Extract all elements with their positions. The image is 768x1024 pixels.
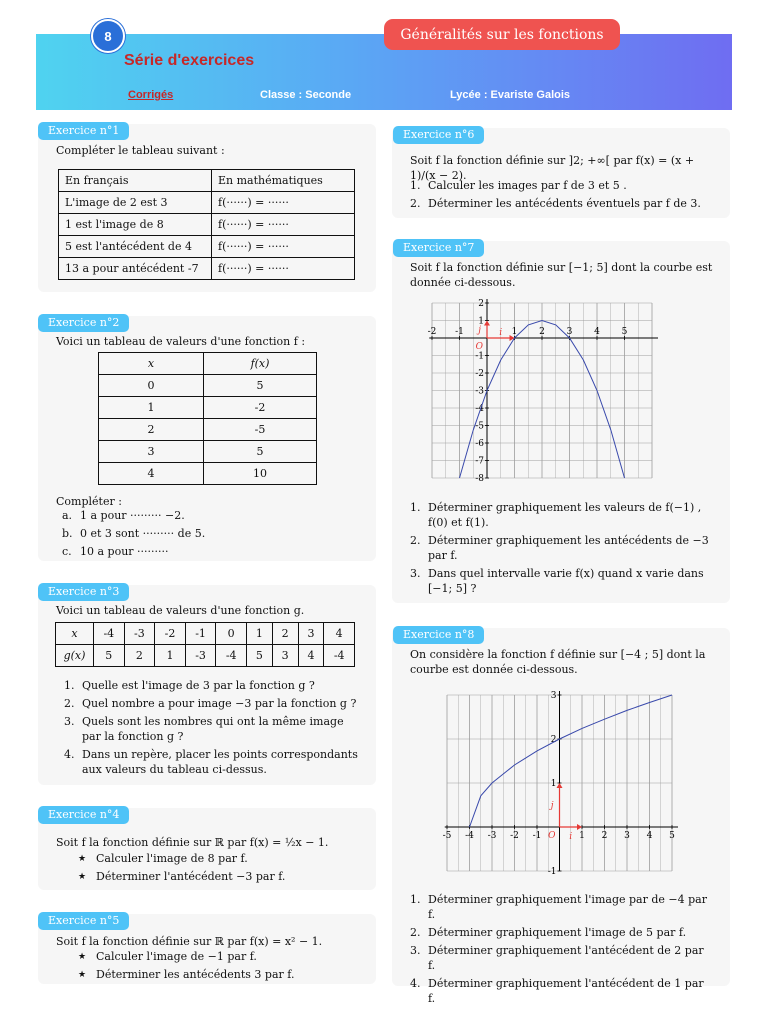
table-cell: 5 (204, 441, 317, 463)
table-cell: 13 a pour antécédent -7 (59, 258, 212, 280)
table-cell: 5 est l'antécédent de 4 (59, 236, 212, 258)
table-header: g(x) (56, 645, 94, 667)
star-icon: ★ (78, 854, 87, 864)
y-tick-label: 1 (550, 779, 557, 789)
list-item (62, 526, 205, 541)
item-marker: 1. (64, 679, 75, 692)
item-marker: 2. (410, 197, 421, 210)
item-marker: 3. (410, 567, 421, 580)
i-vector-label: i (499, 328, 503, 338)
exercise-4-badge: Exercice n°4 (38, 806, 129, 824)
x-tick-label: -1 (532, 831, 542, 841)
table-cell: -2 (204, 397, 317, 419)
table-cell: 1 (246, 623, 272, 645)
y-tick-label: -5 (475, 421, 484, 432)
x-tick-label: 3 (624, 831, 630, 841)
table-header: En mathématiques (212, 170, 355, 192)
item-text: Déterminer les antécédents 3 par f. (96, 968, 295, 981)
table-cell: L'image de 2 est 3 (59, 192, 212, 214)
exercise-7-questions (410, 500, 714, 599)
exercise-8-questions (410, 892, 714, 1009)
table-header: f(x) (204, 353, 317, 375)
table-cell: f(······) = ······ (212, 192, 355, 214)
exercise-6-items (410, 178, 701, 214)
item-text: Quels sont les nombres qui ont la même image par la fonction g ? (82, 715, 344, 743)
list-item (410, 533, 714, 563)
table-cell: 3 (272, 645, 298, 667)
table-cell: 2 (99, 419, 204, 441)
table-cell: -4 (216, 645, 247, 667)
table-cell: f(······) = ······ (212, 258, 355, 280)
x-tick-label: -2 (427, 327, 437, 337)
item-text: Quel nombre a pour image −3 par la fonction g ? (82, 697, 357, 710)
table-header: x (56, 623, 94, 645)
item-marker: 2. (410, 534, 421, 547)
item-text: Déterminer l'antécédent −3 par f. (96, 870, 286, 883)
list-item (410, 178, 701, 193)
lycee-label: Lycée : Evariste Galois (450, 89, 571, 101)
item-marker: 2. (64, 697, 75, 710)
item-marker: 3. (410, 944, 421, 957)
y-tick-label: -6 (475, 439, 484, 449)
table-cell: -5 (204, 419, 317, 441)
chapter-number-badge: 8 (91, 19, 125, 53)
exercise-3-table (55, 622, 355, 667)
exercise-5-badge: Exercice n°5 (38, 912, 129, 930)
item-text: Calculer l'image de 8 par f. (96, 852, 248, 865)
x-tick-label: 2 (601, 831, 608, 841)
item-marker: 2. (410, 926, 421, 939)
list-item (62, 544, 205, 559)
table-cell: f(······) = ······ (212, 214, 355, 236)
table-cell: -3 (124, 623, 155, 645)
item-marker: 1. (410, 179, 421, 192)
x-tick-label: 4 (646, 831, 653, 841)
table-cell: -4 (94, 623, 125, 645)
exercise-5-items (78, 949, 294, 985)
table-cell: 4 (298, 645, 324, 667)
item-text: 10 a pour ········· (80, 545, 169, 558)
exercise-2-intro: Voici un tableau de valeurs d'une fonction f : (56, 335, 306, 348)
exercise-2-completer: Compléter : (56, 495, 122, 508)
table-cell: 4 (324, 623, 355, 645)
table-cell: 4 (99, 463, 204, 485)
exercise-1-table (58, 169, 355, 280)
exercise-5-intro: Soit f la fonction définie sur ℝ par f(x) = x² − 1. (56, 935, 323, 948)
list-item (410, 925, 714, 940)
origin-label: O (548, 831, 556, 841)
exercise-1-intro: Compléter le tableau suivant : (56, 144, 225, 157)
table-cell: -1 (185, 623, 216, 645)
x-tick-label: 4 (594, 327, 600, 337)
star-icon: ★ (78, 970, 87, 980)
table-cell: 0 (99, 375, 204, 397)
y-tick-label: 1 (478, 316, 484, 327)
exercise-4-items (78, 851, 285, 887)
x-tick-label: 1 (511, 327, 518, 337)
j-vector-arrow (557, 783, 563, 788)
item-text: Déterminer graphiquement l'image par de −4 par f. (428, 893, 707, 921)
exercise-2-items (62, 508, 205, 562)
table-cell: 2 (124, 645, 155, 667)
item-marker: a. (62, 509, 73, 522)
exercise-6-intro: Soit f la fonction définie sur ]2; +∞[ par f(x) = (x + 1)/(x − 2). (410, 154, 695, 182)
list-item (78, 949, 294, 964)
list-item (410, 943, 714, 973)
y-tick-label: -4 (475, 404, 484, 414)
exercise-7-intro: Soit f la fonction définie sur [−1; 5] dont la courbe est donnée ci-dessous. (410, 261, 713, 289)
list-item (410, 976, 714, 1006)
exercise-7-badge: Exercice n°7 (393, 239, 484, 257)
chapter-title: Généralités sur les fonctions (384, 19, 620, 50)
table-cell: 5 (246, 645, 272, 667)
item-marker: 3. (64, 715, 75, 728)
table-header: En français (59, 170, 212, 192)
item-text: Déterminer graphiquement les antécédents de −3 par f. (428, 534, 709, 562)
list-item (78, 851, 285, 866)
y-tick-label: -7 (475, 456, 484, 467)
item-text: Dans un repère, placer les points correspondants aux valeurs du tableau ci-dessus. (82, 748, 358, 776)
series-title: Série d'exercices (124, 52, 255, 69)
exercise-3-badge: Exercice n°3 (38, 583, 129, 601)
y-tick-label: 3 (550, 691, 557, 701)
item-text: Déterminer graphiquement les valeurs de f(−1) , f(0) et f(1). (428, 501, 702, 529)
list-item (64, 714, 364, 744)
table-cell: f(······) = ······ (212, 236, 355, 258)
table-cell: 1 (99, 397, 204, 419)
list-item (410, 196, 701, 211)
item-text: Déterminer graphiquement l'image de 5 par f. (428, 926, 687, 939)
list-item (64, 678, 364, 693)
x-tick-label: 3 (566, 327, 573, 337)
exercise-3-intro: Voici un tableau de valeurs d'une fonction g. (56, 604, 305, 617)
exercise-6-badge: Exercice n°6 (393, 126, 484, 144)
table-cell: -4 (324, 645, 355, 667)
item-marker: c. (62, 545, 72, 558)
x-tick-label: 5 (669, 831, 675, 841)
list-item (410, 566, 714, 596)
table-cell: 1 est l'image de 8 (59, 214, 212, 236)
x-tick-label: -2 (510, 831, 519, 841)
table-cell: 5 (94, 645, 125, 667)
y-tick-label: -8 (475, 474, 484, 484)
table-cell: 2 (272, 623, 298, 645)
star-icon: ★ (78, 952, 87, 962)
exercise-4-intro: Soit f la fonction définie sur ℝ par f(x) = ½x − 1. (56, 836, 329, 849)
star-icon: ★ (78, 872, 87, 882)
i-vector-label: i (569, 832, 573, 842)
j-vector-label: j (478, 325, 481, 336)
table-cell: 10 (204, 463, 317, 485)
exercise-2-table (98, 352, 317, 485)
corriges-link[interactable]: Corrigés (128, 89, 174, 101)
list-item (410, 892, 714, 922)
table-cell: -2 (155, 623, 186, 645)
i-vector-arrow (577, 824, 582, 830)
table-cell: 3 (99, 441, 204, 463)
origin-label: O (475, 342, 483, 352)
x-tick-label: -5 (442, 831, 452, 841)
x-tick-label: -4 (465, 831, 474, 841)
item-marker: 1. (410, 501, 421, 514)
exercise-3-questions (64, 678, 364, 780)
item-text: Calculer les images par f de 3 et 5 . (428, 179, 627, 192)
table-cell: 5 (204, 375, 317, 397)
y-tick-label: 2 (478, 299, 484, 309)
exercise-1-badge: Exercice n°1 (38, 122, 129, 140)
x-tick-label: 5 (621, 327, 628, 337)
table-cell: 0 (216, 623, 247, 645)
item-text: Déterminer graphiquement l'antécédent de 1 par f. (428, 977, 704, 1005)
list-item (64, 696, 364, 711)
table-cell: 3 (298, 623, 324, 645)
item-marker: b. (62, 527, 73, 540)
item-text: Quelle est l'image de 3 par la fonction g ? (82, 679, 315, 692)
x-tick-label: 2 (539, 327, 545, 337)
list-item (78, 967, 294, 982)
exercise-8-graph (425, 685, 690, 875)
item-text: 0 et 3 sont ········· de 5. (80, 527, 206, 540)
exercise-7-graph (400, 298, 690, 490)
y-tick-label: -1 (475, 351, 484, 362)
table-cell: 1 (155, 645, 186, 667)
item-marker: 4. (64, 748, 75, 761)
item-text: Déterminer les antécédents éventuels par f de 3. (428, 197, 701, 210)
y-tick-label: -1 (547, 867, 557, 875)
x-tick-label: -3 (487, 831, 497, 841)
table-cell: -3 (185, 645, 216, 667)
x-tick-label: -1 (455, 327, 464, 337)
item-marker: 1. (410, 893, 421, 906)
exercise-8-intro: On considère la fonction f définie sur [−4 ; 5] dont la courbe est donnée ci-dessous. (410, 648, 706, 676)
item-text: 1 a pour ········· −2. (80, 509, 185, 522)
x-tick-label: 1 (579, 831, 585, 841)
j-vector-label: j (550, 801, 554, 811)
item-marker: 4. (410, 977, 421, 990)
list-item (64, 747, 364, 777)
exercise-8-badge: Exercice n°8 (393, 626, 484, 644)
item-text: Dans quel intervalle varie f(x) quand x varie dans [−1; 5] ? (428, 567, 704, 595)
list-item (78, 869, 285, 884)
table-header: x (99, 353, 204, 375)
list-item (62, 508, 205, 523)
y-tick-label: -2 (475, 369, 484, 379)
y-tick-label: 2 (550, 735, 557, 745)
list-item (410, 500, 714, 530)
y-tick-label: -3 (475, 386, 484, 397)
classe-label: Classe : Seconde (260, 89, 352, 101)
exercise-2-badge: Exercice n°2 (38, 314, 129, 332)
item-text: Calculer l'image de −1 par f. (96, 950, 257, 963)
j-vector-arrow (484, 321, 490, 326)
item-text: Déterminer graphiquement l'antécédent de 2 par f. (428, 944, 704, 972)
